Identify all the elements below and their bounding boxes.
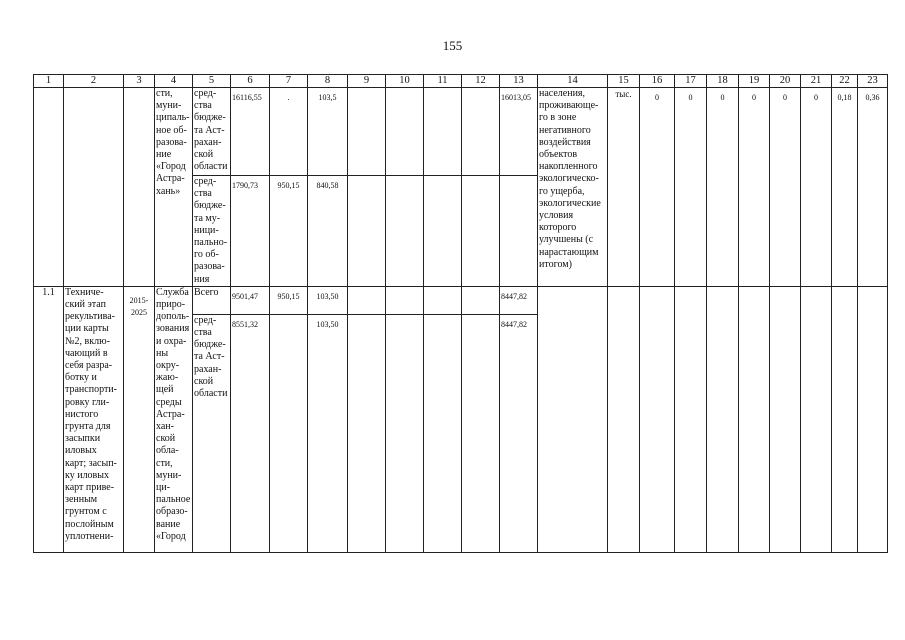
responsible-executor-cell: сти, муни- ципаль- ное об- разова- ние «Город Астра- хань» <box>155 88 193 287</box>
indicator-value-cell: 0,36 <box>858 88 888 287</box>
header-cell: 16 <box>640 75 675 88</box>
cell-empty <box>270 314 308 552</box>
amount-total-cell: 8551,32 <box>231 314 270 552</box>
header-cell: 14 <box>538 75 608 88</box>
responsible-executor-cell: Служба приро- дополь- зования и охра- ны окру- жаю- щей среды Астра- хан- ской обла- сти, муни- ци- пальное образо- вание «Город <box>155 286 193 552</box>
amount-total-cell: 1790,73 <box>231 176 270 287</box>
header-cell: 6 <box>231 75 270 88</box>
funding-source-cell: Всего <box>193 286 231 314</box>
page-number: 155 <box>442 38 463 53</box>
cell-empty <box>770 286 801 552</box>
unit-cell: тыс. <box>608 88 640 287</box>
header-cell: 8 <box>308 75 348 88</box>
cell-empty <box>348 88 386 176</box>
cell-empty <box>858 286 888 552</box>
indicator-value-cell: 0 <box>707 88 739 287</box>
amount-total-cell: 9501,47 <box>231 286 270 314</box>
amount-cell: 840,58 <box>308 176 348 287</box>
header-cell: 11 <box>424 75 462 88</box>
budget-table-sheet <box>33 74 888 553</box>
cell-empty <box>608 286 640 552</box>
cell-empty <box>462 176 500 287</box>
table-row <box>34 88 888 176</box>
amount-cell: 103,50 <box>308 314 348 552</box>
header-cell: 5 <box>193 75 231 88</box>
cell-empty <box>801 286 832 552</box>
activity-name-cell: Техниче- ский этап рекультива- ции карты №2, вклю- чающий в себя разра- ботку и транспорти- ровку гли- нистого грунта для засыпки иловых карт; засып- ку иловых карт приве- зенным грунтом с послойным уплотнени- <box>64 286 124 552</box>
cell-empty <box>348 286 386 314</box>
header-cell: 22 <box>832 75 858 88</box>
header-cell: 21 <box>801 75 832 88</box>
header-cell: 17 <box>675 75 707 88</box>
cell-empty <box>500 176 538 287</box>
indicator-value-cell: 0 <box>675 88 707 287</box>
cell-empty <box>739 286 770 552</box>
header-cell: 15 <box>608 75 640 88</box>
cell-empty <box>832 286 858 552</box>
cell-empty <box>386 176 424 287</box>
header-cell: 9 <box>348 75 386 88</box>
indicator-value-cell: 0 <box>801 88 832 287</box>
indicator-value-cell: 0 <box>739 88 770 287</box>
indicator-value-cell: 0 <box>770 88 801 287</box>
item-number-cell: 1.1 <box>34 286 64 552</box>
indicator-value-cell: 0,18 <box>832 88 858 287</box>
header-cell: 2 <box>64 75 124 88</box>
amount-cell: 8447,82 <box>500 314 538 552</box>
cell-empty <box>640 286 675 552</box>
amount-cell: . <box>270 88 308 176</box>
header-cell: 1 <box>34 75 64 88</box>
cell-empty <box>462 286 500 314</box>
cell-empty <box>462 314 500 552</box>
amount-cell: 103,5 <box>308 88 348 176</box>
cell-empty <box>34 88 64 287</box>
cell-empty <box>707 286 739 552</box>
cell-empty <box>348 314 386 552</box>
cell-empty <box>386 314 424 552</box>
cell-empty <box>462 88 500 176</box>
cell-empty <box>348 176 386 287</box>
funding-source-cell: сред- ства бюдже- та Аст- рахан- ской области <box>193 314 231 552</box>
cell-empty <box>386 88 424 176</box>
header-cell: 7 <box>270 75 308 88</box>
amount-cell: 950,15 <box>270 286 308 314</box>
header-cell: 12 <box>462 75 500 88</box>
header-cell: 23 <box>858 75 888 88</box>
amount-cell: 16013,05 <box>500 88 538 176</box>
amount-cell: 103,50 <box>308 286 348 314</box>
funding-source-cell: сред- ства бюдже- та Аст- рахан- ской области <box>193 88 231 176</box>
table-row <box>34 286 888 314</box>
header-cell: 20 <box>770 75 801 88</box>
indicator-value-cell: 0 <box>640 88 675 287</box>
cell-empty <box>386 286 424 314</box>
header-cell: 4 <box>155 75 193 88</box>
amount-total-cell: 16116,55 <box>231 88 270 176</box>
cell-empty <box>424 176 462 287</box>
cell-empty <box>124 88 155 287</box>
cell-empty <box>675 286 707 552</box>
amount-cell: 950,15 <box>270 176 308 287</box>
header-cell: 18 <box>707 75 739 88</box>
cell-empty <box>424 314 462 552</box>
cell-empty <box>64 88 124 287</box>
cell-empty <box>424 286 462 314</box>
indicator-name-cell: населения, проживающе- го в зоне негативного воздействия объектов накопленного экологическо- го ущерба, экологические условия которого улучшены (с нарастающим итогом) <box>538 88 608 287</box>
column-number-header-row <box>34 75 888 88</box>
header-cell: 13 <box>500 75 538 88</box>
funding-source-cell: сред- ства бюдже- та му- ници- пально- го об- разова- ния <box>193 176 231 287</box>
header-cell: 3 <box>124 75 155 88</box>
header-cell: 10 <box>386 75 424 88</box>
period-cell: 2015- 2025 <box>124 286 155 552</box>
cell-empty <box>424 88 462 176</box>
header-cell: 19 <box>739 75 770 88</box>
amount-cell: 8447,82 <box>500 286 538 314</box>
cell-empty <box>538 286 608 552</box>
budget-table <box>33 74 888 553</box>
